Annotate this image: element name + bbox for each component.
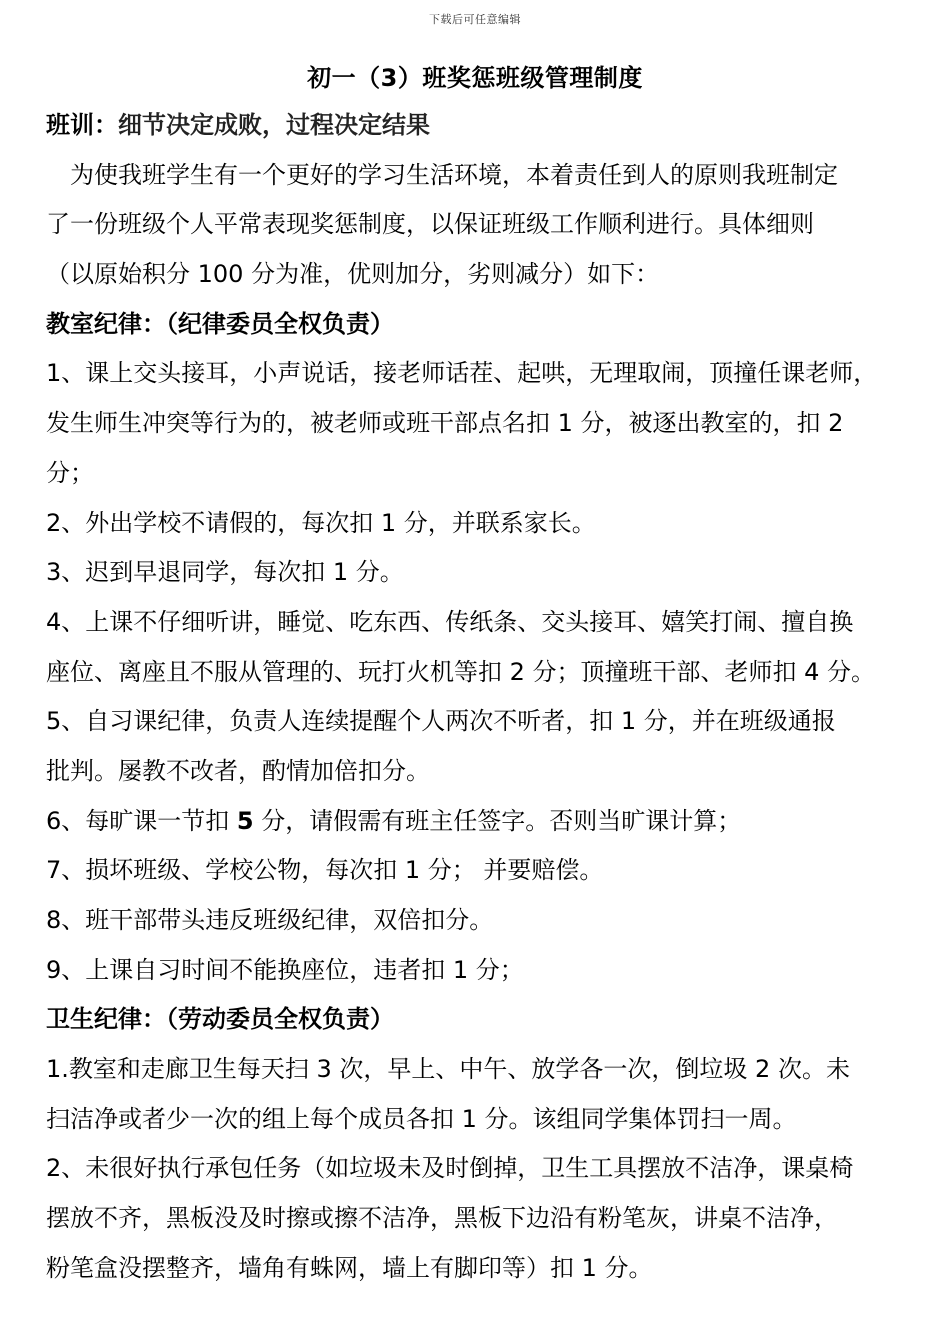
classroom-rule-line: 3、迟到早退同学，每次扣 1 分。 [46,558,404,587]
classroom-rule-line: 9、上课自习时间不能换座位，违者扣 1 分； [46,955,524,984]
rule-6-after: 分，请假需有班主任签字。否则当旷课计算； [253,806,742,835]
intro-line: 了一份班级个人平常表现奖惩制度，以保证班级工作顺利进行。具体细则 [46,210,814,239]
rule-6-bold-value: 5 [236,806,254,835]
hygiene-rule-line: 1.教室和走廊卫生每天扫 3 次，早上、中午、放学各一次，倒垃圾 2 次。未 [46,1055,850,1084]
classroom-rule-line: 批判。屡教不改者，酌情加倍扣分。 [46,756,430,785]
classroom-rule-line: 1、课上交头接耳，小声说话，接老师话茬、起哄，无理取闹，顶撞任课老师， [46,359,878,388]
classroom-section-heading: 教室纪律：（纪律委员全权负责） [46,309,394,338]
hygiene-section-heading: 卫生纪律：（劳动委员全权负责） [46,1005,394,1034]
rule-6-before: 6、每旷课一节扣 [46,806,237,835]
hygiene-rule-line: 粉笔盒没摆整齐，墙角有蛛网，墙上有脚印等）扣 1 分。 [46,1253,653,1282]
classroom-rule-line: 5、自习课纪律，负责人连续提醒个人两次不听者，扣 1 分，并在班级通报 [46,707,836,736]
motto-text: 细节决定成败，过程决定结果 [118,111,430,139]
hygiene-rule-line: 2、未很好执行承包任务（如垃圾未及时倒掉，卫生工具摆放不洁净，课桌椅 [46,1154,854,1183]
classroom-rule-line: 4、上课不仔细听讲，睡觉、吃东西、传纸条、交头接耳、嬉笑打闹、擅自换 [46,607,854,636]
hygiene-rule-line: 摆放不齐，黑板没及时擦或擦不洁净，黑板下边沿有粉笔灰，讲桌不洁净， [46,1204,838,1233]
motto-label: 班训： [46,111,118,139]
classroom-rule-line: 8、班干部带头违反班级纪律，双倍扣分。 [46,906,494,934]
motto-line [46,101,908,151]
document-title: 初一（3）班奖惩班级管理制度 [307,64,643,92]
intro-line: 为使我班学生有一个更好的学习生活环境，本着责任到人的原则我班制定 [70,160,838,189]
classroom-rule-line: 分； [46,458,94,487]
document-body [46,101,908,1294]
classroom-rule-line: 7、损坏班级、学校公物，每次扣 1 分； 并要赔偿。 [46,856,604,885]
header-note: 下载后可任意编辑 [429,13,521,26]
classroom-rule-line: 座位、离座且不服从管理的、玩打火机等扣 2 分；顶撞班干部、老师扣 4 分。 [46,657,876,686]
classroom-rule-line: 2、外出学校不请假的，每次扣 1 分，并联系家长。 [46,508,596,537]
classroom-rule-line: 发生师生冲突等行为的，被老师或班干部点名扣 1 分，被逐出教室的，扣 2 [46,409,844,438]
classroom-rule-6 [46,797,908,847]
hygiene-rule-line: 扫洁净或者少一次的组上每个成员各扣 1 分。该组同学集体罚扫一周。 [46,1104,797,1133]
intro-line: （以原始积分 100 分为准，优则加分，劣则减分）如下： [46,260,660,289]
